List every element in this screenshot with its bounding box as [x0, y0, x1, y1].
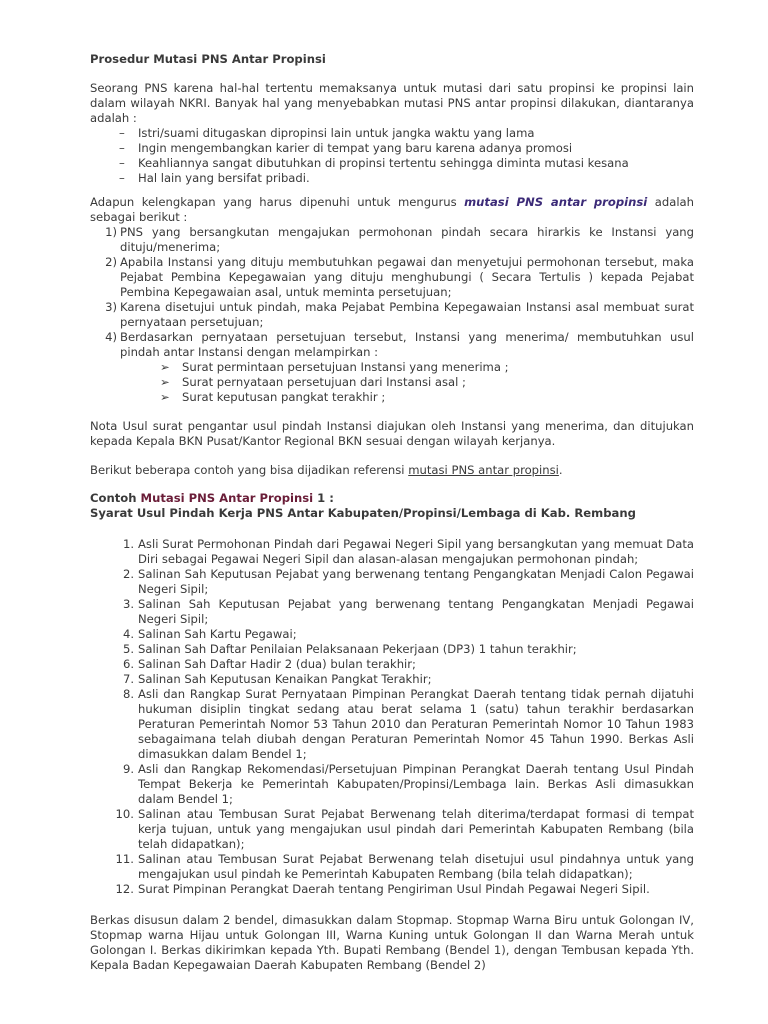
example-subtitle: Syarat Usul Pindah Kerja PNS Antar Kabupaten/Propinsi/Lembaga di Kab. Rembang — [90, 506, 636, 520]
requirement-number: 7. — [122, 672, 134, 686]
arrow-bullet-icon: ➢ — [160, 360, 170, 374]
requirement-text: Salinan Sah Daftar Hadir 2 (dua) bulan terakhir; — [138, 657, 416, 671]
example-suffix: 1 : — [313, 491, 334, 505]
reference-end: . — [558, 463, 563, 477]
document-body — [90, 52, 694, 973]
requirement-text: Salinan Sah Kartu Pegawai; — [138, 627, 297, 641]
requirement-number: 2. — [122, 567, 134, 581]
step-text: Berdasarkan pernyataan persetujuan tersebut, Instansi yang menerima/ membutuhkan usul pindah antar Instansi dengan melampirkan : — [120, 330, 694, 359]
requirements-list — [90, 537, 694, 897]
step-item — [90, 255, 694, 300]
dash-bullet: – — [119, 141, 125, 155]
requirement-text: Asli dan Rangkap Rekomendasi/Persetujuan Pimpinan Perangkat Daerah tentang Usul Pindah Tempat Bekerja ke Pemerintah Kabupaten/Propinsi/Lembaga lain. Berkas Asli dimasukkan dalam Bendel 1; — [138, 762, 694, 806]
requirement-number: 6. — [122, 657, 134, 671]
requirement-item — [90, 807, 694, 852]
reason-text: Ingin mengembangkan karier di tempat yang baru karena adanya promosi — [138, 141, 573, 155]
requirement-item — [90, 882, 694, 897]
step-text: PNS yang bersangkutan mengajukan permohonan pindah secara hirarkis ke Instansi yang dituju/menerima; — [120, 225, 694, 254]
requirement-number: 11. — [115, 852, 134, 866]
step-item — [90, 225, 694, 255]
attachment-item — [160, 360, 694, 375]
reasons-list — [90, 126, 694, 186]
requirement-number: 9. — [122, 762, 134, 776]
document-title: Prosedur Mutasi PNS Antar Propinsi — [90, 52, 326, 66]
step-text: Apabila Instansi yang dituju membutuhkan pegawai dan menyetujui permohonan tersebut, maka Pejabat Pembina Kepegawaian yang dituju menghubungi ( Secara Tertulis ) kepada Pejabat Pembina Kepegawaian asal, untuk meminta persetujuan; — [120, 255, 694, 299]
step-number: 4) — [105, 330, 117, 344]
attachment-text: Surat keputusan pangkat terakhir ; — [182, 390, 386, 404]
dash-bullet: – — [119, 126, 125, 140]
list-item — [90, 126, 694, 141]
requirement-text: Salinan Sah Keputusan Pejabat yang berwenang tentang Pengangkatan Menjadi Pegawai Negeri Sipil; — [138, 597, 694, 626]
reference-text: Berikut beberapa contoh yang bisa dijadikan referensi — [90, 463, 409, 477]
attachment-text: Surat permintaan persetujuan Instansi yang menerima ; — [182, 360, 509, 374]
requirements-intro-text: Adapun kelengkapan yang harus dipenuhi untuk mengurus — [90, 195, 465, 209]
step-item — [90, 330, 694, 360]
requirement-number: 1. — [122, 537, 134, 551]
arrow-bullet-icon: ➢ — [160, 390, 170, 404]
step-text: Karena disetujui untuk pindah, maka Pejabat Pembina Kepegawaian Instansi asal membuat surat pernyataan persetujuan; — [120, 300, 694, 329]
example-highlight: Mutasi PNS Antar Propinsi — [140, 491, 314, 505]
requirement-text: Surat Pimpinan Perangkat Daerah tentang Pengiriman Usul Pindah Pegawai Negeri Sipil. — [138, 882, 650, 896]
arrow-bullet-icon: ➢ — [160, 375, 170, 389]
requirement-item — [90, 597, 694, 627]
requirement-text: Salinan atau Tembusan Surat Pejabat Berwenang telah diterima/terdapat formasi di tempat kerja tujuan, untuk yang mengajukan usul pindah dari Pemerintah Kabupaten Rembang (bila telah didapatkan); — [138, 807, 694, 851]
highlight-text: mutasi PNS antar propinsi — [464, 195, 648, 209]
requirements-intro — [90, 195, 694, 225]
requirement-item — [90, 537, 694, 567]
intro-paragraph: Seorang PNS karena hal-hal tertentu memaksanya untuk mutasi dari satu propinsi ke propinsi lain dalam wilayah NKRI. Banyak hal yang menyebabkan mutasi PNS antar propinsi dilakukan, diantaranya adalah : — [90, 81, 694, 125]
nota-paragraph: Nota Usul surat pengantar usul pindah Instansi diajukan oleh Instansi yang menerima, dan ditujukan kepada Kepala BKN Pusat/Kantor Regional BKN sesuai dengan wilayah kerjanya. — [90, 419, 694, 448]
requirement-item — [90, 672, 694, 687]
step-number: 2) — [105, 255, 117, 269]
reason-text: Istri/suami ditugaskan dipropinsi lain untuk jangka waktu yang lama — [138, 126, 535, 140]
reference-link[interactable]: mutasi PNS antar propinsi — [408, 463, 559, 477]
reason-text: Hal lain yang bersifat pribadi. — [138, 171, 310, 185]
requirement-text: Salinan Sah Keputusan Kenaikan Pangkat Terakhir; — [138, 672, 432, 686]
requirement-number: 4. — [122, 627, 134, 641]
step-item — [90, 300, 694, 330]
requirement-item — [90, 657, 694, 672]
closing-paragraph: Berkas disusun dalam 2 bendel, dimasukkan dalam Stopmap. Stopmap Warna Biru untuk Golongan IV, Stopmap warna Hijau untuk Golongan III, Warna Kuning untuk Golongan II dan Warna Merah untuk Golongan I. Berkas dikirimkan kepada Yth. Bupati Rembang (Bendel 1), dengan Tembusan kepada Yth. Kepala Badan Kepegawaian Daerah Kabupaten Rembang (Bendel 2) — [90, 913, 694, 972]
requirement-text: Salinan Sah Daftar Penilaian Pelaksanaan Pekerjaan (DP3) 1 tahun terakhir; — [138, 642, 577, 656]
requirement-item — [90, 687, 694, 762]
steps-list — [90, 225, 694, 360]
requirement-text: Asli dan Rangkap Surat Pernyataan Pimpinan Perangkat Daerah tentang tidak pernah dijatuhi hukuman disiplin tingkat sedang atau berat selama 1 (satu) tahun terakhir berdasarkan Peraturan Pemerintah Nomor 53 Tahun 2010 dan Peraturan Pemerintah Nomor 10 Tahun 1983 sebagaimana telah diubah dengan Peraturan Pemerintah Nomor 45 Tahun 1990. Berkas Asli dimasukkan dalam Bendel 1; — [138, 687, 694, 761]
requirement-number: 5. — [122, 642, 134, 656]
requirement-number: 8. — [122, 687, 134, 701]
reference-paragraph — [90, 463, 694, 478]
step-number: 3) — [105, 300, 117, 314]
requirement-item — [90, 852, 694, 882]
requirement-text: Salinan atau Tembusan Surat Pejabat Berwenang telah disetujui usul pindahnya untuk yang mengajukan usul pindah ke Pemerintah Kabupaten Rembang (bila telah didapatkan); — [138, 852, 694, 881]
requirement-number: 3. — [122, 597, 134, 611]
attachments-list — [90, 360, 694, 405]
requirement-item — [90, 567, 694, 597]
step-number: 1) — [105, 225, 117, 239]
requirement-text: Asli Surat Permohonan Pindah dari Pegawai Negeri Sipil yang bersangkutan yang memuat Data Diri sebagai Pegawai Negeri Sipil dan alasan-alasan mengajukan permohonan pindah; — [138, 537, 694, 566]
list-item — [90, 156, 694, 171]
requirement-number: 10. — [115, 807, 134, 821]
requirement-number: 12. — [115, 882, 134, 896]
example-heading — [90, 491, 694, 506]
dash-bullet: – — [119, 171, 125, 185]
requirement-text: Salinan Sah Keputusan Pejabat yang berwenang tentang Pengangkatan Menjadi Calon Pegawai Negeri Sipil; — [138, 567, 694, 596]
example-prefix: Contoh — [90, 491, 141, 505]
attachment-item — [160, 390, 694, 405]
dash-bullet: – — [119, 156, 125, 170]
requirements-intro-end: adalah sebagai berikut : — [90, 195, 694, 224]
attachment-text: Surat pernyataan persetujuan dari Instansi asal ; — [182, 375, 466, 389]
list-item — [90, 141, 694, 156]
requirement-item — [90, 642, 694, 657]
attachment-item — [160, 375, 694, 390]
reason-text: Keahliannya sangat dibutuhkan di propinsi tertentu sehingga diminta mutasi kesana — [138, 156, 629, 170]
requirement-item — [90, 762, 694, 807]
list-item — [90, 171, 694, 186]
requirement-item — [90, 627, 694, 642]
